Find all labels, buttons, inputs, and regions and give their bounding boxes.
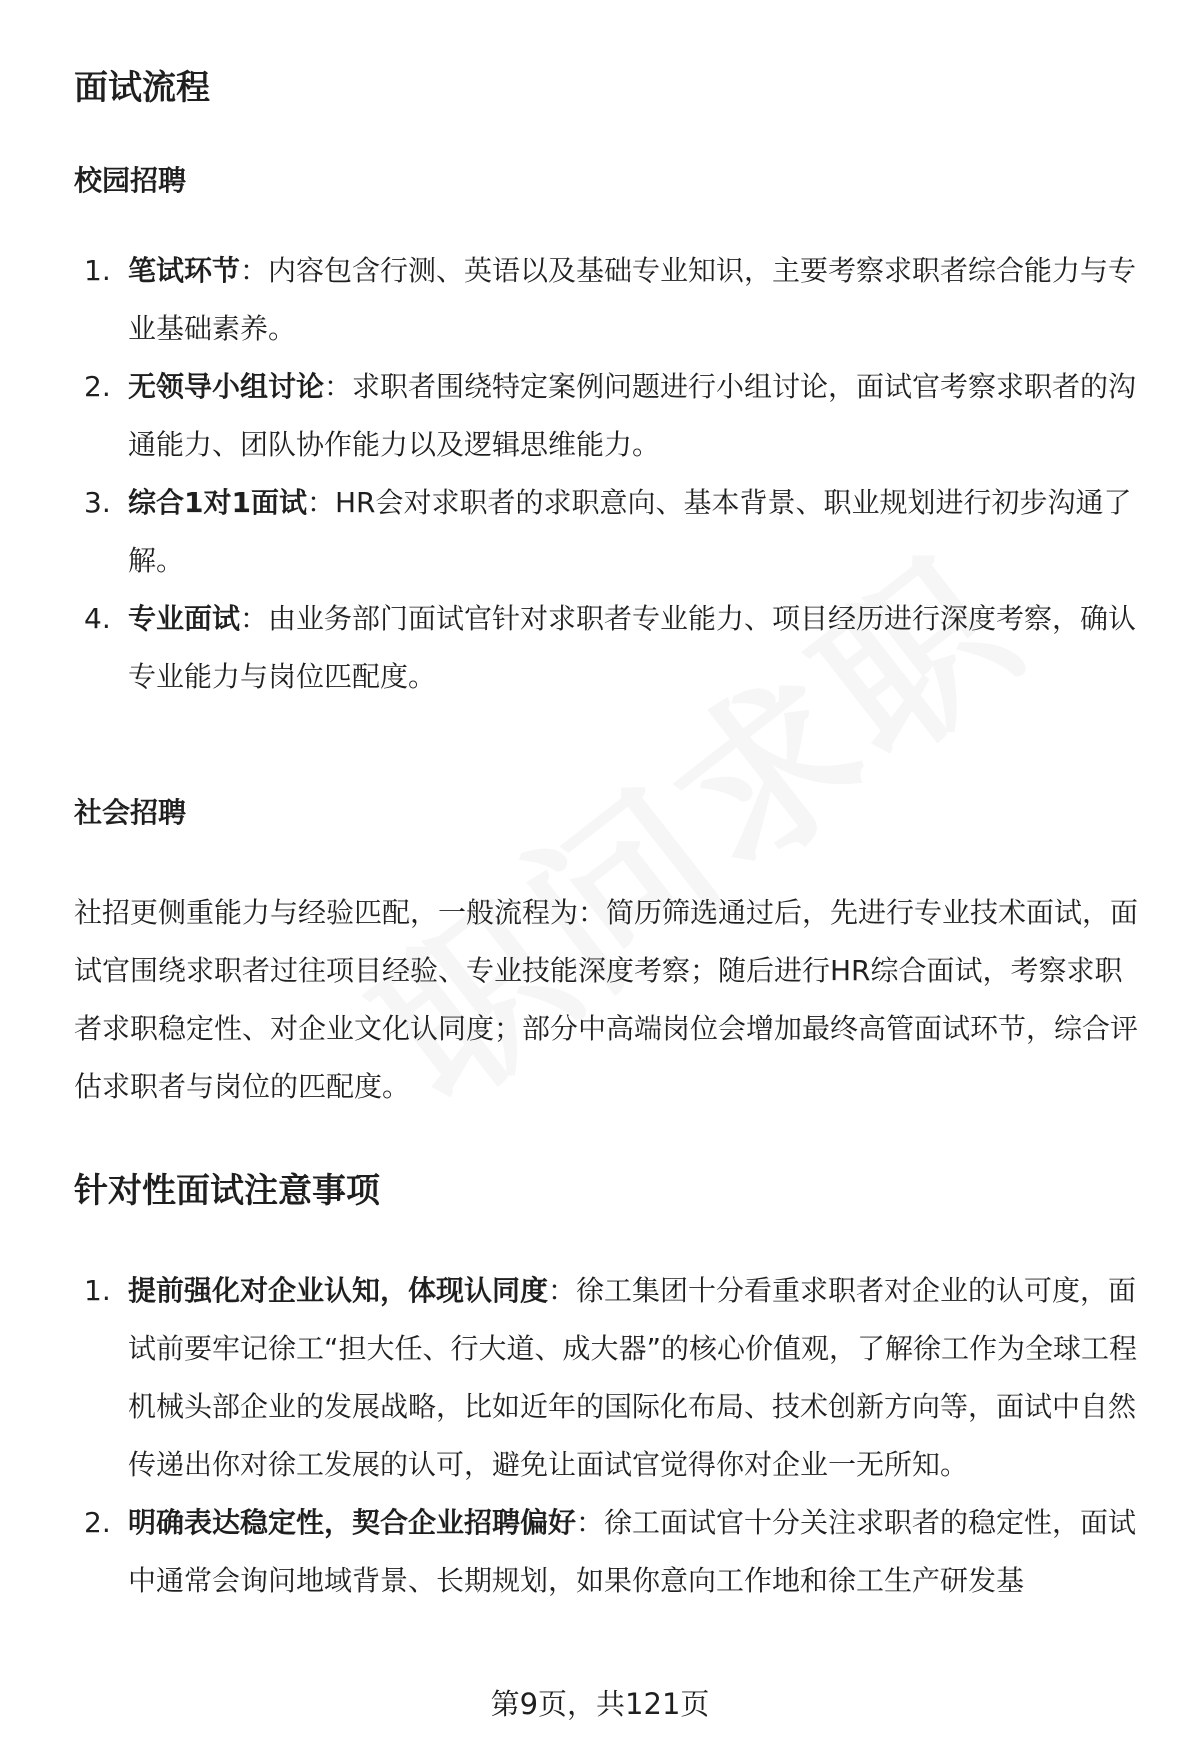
list-number: 2. [84, 1506, 111, 1539]
subsection-title-social: 社会招聘 [74, 796, 187, 829]
list-text: ：徐工集团十分看重求职者对企业的认可度，面试前要牢记徐工“担大任、行大道、成大器”的核心价值观，了解徐工作为全球工程机械头部企业的发展战略，比如近年的国际化布局、技术创新方向等，面试中自然传递出你对徐工发展的认可，避免让面试官觉得你对企业一无所知。 [128, 1274, 1138, 1481]
list-text: ：求职者围绕特定案例问题进行小组讨论，面试官考察求职者的沟通能力、团队协作能力以及逻辑思维能力。 [128, 370, 1137, 461]
list-item [84, 1262, 1144, 1494]
list-item [84, 1494, 1144, 1610]
list-number: 2. [84, 370, 111, 403]
list-text: ：徐工面试官十分关注求职者的稳定性，面试中通常会询问地域背景、长期规划，如果你意向工作地和徐工生产研发基 [128, 1506, 1137, 1597]
list-term: 专业面试 [128, 602, 241, 635]
subsection-title-campus: 校园招聘 [74, 164, 187, 197]
list-term: 明确表达稳定性，契合企业招聘偏好 [128, 1506, 577, 1539]
list-number: 3. [84, 486, 111, 519]
list-text: ：内容包含行测、英语以及基础专业知识，主要考察求职者综合能力与专业基础素养。 [128, 254, 1137, 345]
tips-list [84, 1262, 1144, 1610]
list-item [84, 242, 1144, 358]
list-text: ：HR会对求职者的求职意向、基本背景、职业规划进行初步沟通了解。 [128, 486, 1132, 577]
list-text: ：由业务部门面试官针对求职者专业能力、项目经历进行深度考察，确认专业能力与岗位匹配度。 [128, 602, 1137, 693]
list-number: 4. [84, 602, 111, 635]
list-number: 1. [84, 254, 111, 287]
list-term: 提前强化对企业认知，体现认同度 [128, 1274, 549, 1307]
list-number: 1. [84, 1274, 111, 1307]
list-term: 综合1对1面试 [128, 486, 307, 519]
campus-process-list [84, 242, 1144, 706]
page-footer: 第9页，共121页 [490, 1687, 710, 1721]
list-item [84, 358, 1144, 474]
list-item [84, 590, 1144, 706]
list-term: 笔试环节 [128, 254, 241, 287]
list-term: 无领导小组讨论 [128, 370, 325, 403]
list-item [84, 474, 1144, 590]
section-title-interview-process: 面试流程 [74, 68, 210, 108]
social-process-paragraph: 社招更侧重能力与经验匹配，一般流程为：简历筛选通过后，先进行专业技术面试，面试官围绕求职者过往项目经验、专业技能深度考察；随后进行HR综合面试，考察求职者求职稳定性、对企业文化认同度；部分中高端岗位会增加最终高管面试环节，综合评估求职者与岗位的匹配度。 [74, 896, 1139, 1103]
section-title-interview-tips: 针对性面试注意事项 [74, 1171, 380, 1211]
